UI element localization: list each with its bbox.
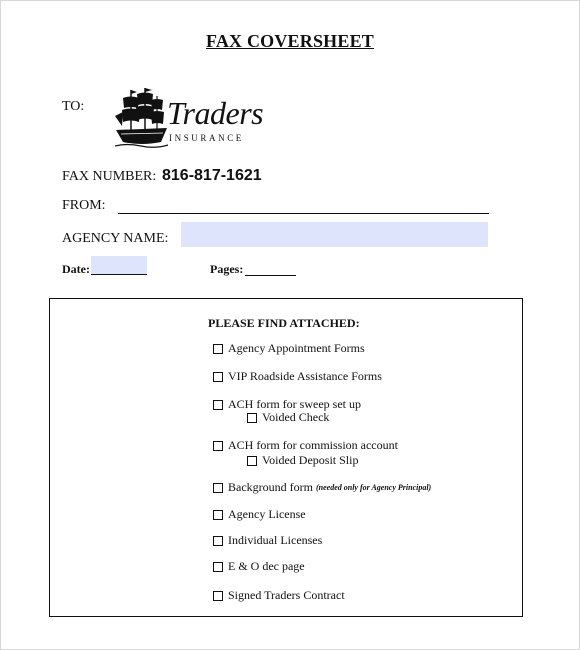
checklist-item-label: ACH form for commission account: [228, 438, 398, 452]
pages-field[interactable]: [245, 275, 296, 276]
page-title: FAX COVERSHEET: [206, 31, 374, 51]
checklist-item-vip-roadside[interactable]: [213, 369, 382, 384]
checkbox[interactable]: [213, 344, 223, 354]
checklist-item-label: Agency License: [228, 507, 306, 521]
date-field[interactable]: [91, 256, 147, 275]
checklist-item-voided-check[interactable]: [247, 410, 329, 425]
checklist-item-label: Signed Traders Contract: [228, 588, 345, 602]
checklist-item-label: ACH form for sweep set up: [228, 397, 361, 411]
checklist-item-agency-appointment[interactable]: [213, 341, 365, 356]
checkbox[interactable]: [213, 562, 223, 572]
checklist-item-signed-contract[interactable]: [213, 588, 345, 603]
date-label: Date:: [62, 262, 90, 276]
checklist-item-label: E & O dec page: [228, 559, 305, 573]
agency-name-field[interactable]: [181, 222, 488, 247]
checklist-item-agency-license[interactable]: [213, 507, 306, 522]
checkbox[interactable]: [213, 536, 223, 546]
checkbox[interactable]: [213, 591, 223, 601]
from-field[interactable]: [118, 213, 489, 214]
checklist-item-label: Background form: [228, 480, 313, 494]
checkbox[interactable]: [247, 456, 257, 466]
to-label: TO:: [62, 99, 85, 114]
sailing-ship-icon: [113, 86, 169, 152]
checklist-item-label: Voided Deposit Slip: [262, 453, 359, 467]
logo-wordmark: Traders: [167, 95, 264, 131]
checklist-item-voided-deposit-slip[interactable]: [247, 453, 358, 468]
checklist-item-individual-licenses[interactable]: [213, 533, 322, 548]
checkbox[interactable]: [247, 413, 257, 423]
agency-name-label: AGENCY NAME:: [62, 231, 169, 246]
checkbox[interactable]: [213, 441, 223, 451]
fax-number-value: 816-817-1621: [162, 167, 262, 184]
fax-number-label: FAX NUMBER:: [62, 169, 157, 184]
checklist-item-eo-dec-page[interactable]: [213, 559, 305, 574]
logo-subtitle: INSURANCE: [169, 133, 244, 143]
checkbox[interactable]: [213, 400, 223, 410]
checkbox[interactable]: [213, 510, 223, 520]
checklist-item-label: Agency Appointment Forms: [228, 341, 365, 355]
checkbox[interactable]: [213, 372, 223, 382]
checkbox[interactable]: [213, 483, 223, 493]
checklist-item-label: Individual Licenses: [228, 533, 323, 547]
checklist-item-label: VIP Roadside Assistance Forms: [228, 369, 382, 383]
checklist-item-label: Voided Check: [262, 410, 330, 424]
checklist-item-background-form[interactable]: [213, 480, 431, 495]
from-label: FROM:: [62, 198, 106, 213]
checklist-item-ach-commission[interactable]: [213, 438, 398, 453]
pages-label: Pages:: [210, 262, 244, 276]
traders-insurance-logo: [113, 86, 283, 152]
checklist-item-note: (needed only for Agency Principal): [315, 483, 432, 492]
attachments-heading: PLEASE FIND ATTACHED:: [208, 316, 360, 330]
